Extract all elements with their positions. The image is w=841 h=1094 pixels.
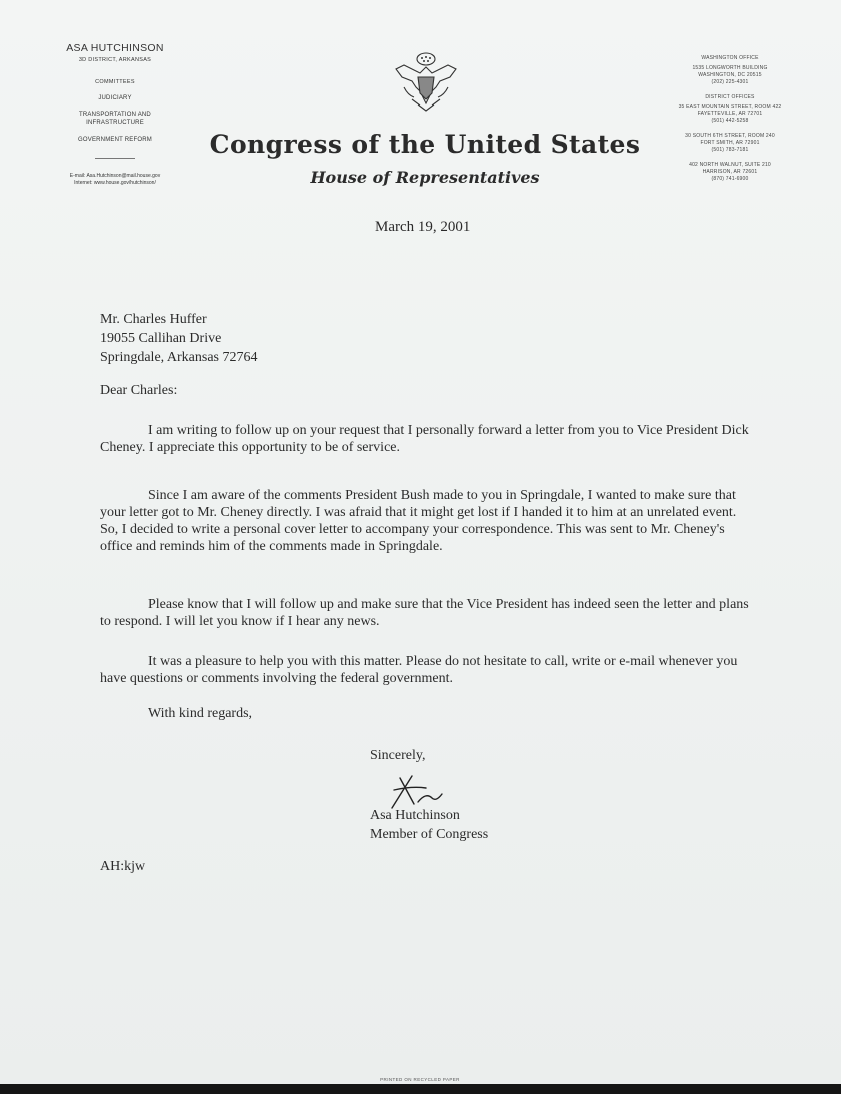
paragraph-2: Since I am aware of the comments President Bush made to you in Springdale, I wanted to make sure that your letter got to Mr. Cheney directly. I was afraid that it might get lost if I handed it to him at an unrelated event. So, I decided to write a personal cover letter to accompany your correspondence. This was sent to Mr. Cheney's office and reminds him of the comments made in Springdale. [100,488,737,554]
signer-title: Member of Congress [370,827,489,842]
paragraph-3: Please know that I will follow up and make sure that the Vice President has indeed seen the letter and plans to respond. I will let you know if I hear any news. [100,597,749,629]
recycled-paper-note: PRINTED ON RECYCLED PAPER [380,1077,460,1082]
committee-transportation-line1: TRANSPORTATION AND [79,112,151,118]
committee-transportation-line2: INFRASTRUCTURE [86,120,144,126]
office3-line3: (870) 741-6900 [711,176,749,182]
recipient-city: Springdale, Arkansas 72764 [100,350,258,365]
washington-office-line3: (202) 225-4301 [711,79,749,85]
salutation: Dear Charles: [100,383,178,398]
office1-line2: FAYETTEVILLE, AR 72701 [697,111,763,117]
member-name: ASA HUTCHINSON [66,42,164,54]
signer-block [370,806,488,844]
member-district: 3D DISTRICT, ARKANSAS [78,57,152,63]
committee-transportation [30,111,200,127]
district-office-fort-smith [655,133,805,154]
committee-government-reform: GOVERNMENT REFORM [78,137,152,143]
recipient-address [100,310,257,367]
district-office-harrison [655,162,805,183]
internet-line: Internet: www.house.gov/hutchinson/ [74,180,156,186]
member-info-column [30,42,200,187]
paragraph-1: I am writing to follow up on your request that I personally forward a letter from you to Vice President Dick Cheney. I appreciate this opportunity to be of service. [100,423,749,455]
district-offices-heading: DISTRICT OFFICES [705,94,755,100]
scan-edge [0,1084,841,1094]
washington-office [655,55,805,86]
committee-judiciary: JUDICIARY [98,95,132,101]
email-line: E-mail: Asa.Hutchinson@mail.house.gov [69,173,161,179]
closing: With kind regards, [148,706,253,721]
washington-office-heading: WASHINGTON OFFICE [701,55,759,61]
typist-initials: AH:kjw [100,859,146,874]
washington-office-line1: 1535 LONGWORTH BUILDING [692,65,768,71]
offices-column [655,55,805,191]
paragraph-4: It was a pleasure to help you with this matter. Please do not hesitate to call, write or e-mail whenever you have questions or comments involving the federal government. [100,654,738,686]
signer-name: Asa Hutchinson [370,808,460,823]
letterhead-divider [95,158,135,159]
contact-info [30,173,200,187]
office2-line3: (501) 783-7181 [711,147,749,153]
letter-date: March 19, 2001 [375,219,471,235]
office2-line2: FORT SMITH, AR 72901 [700,140,760,146]
office3-line2: HARRISON, AR 72601 [702,169,758,175]
committees-heading: COMMITTEES [95,79,135,85]
district-office-fayetteville [655,104,805,125]
office3-line1: 402 NORTH WALNUT, SUITE 210 [689,162,771,168]
recipient-street: 19055 Callihan Drive [100,331,222,346]
recipient-name: Mr. Charles Huffer [100,312,207,327]
office2-line1: 30 SOUTH 6TH STREET, ROOM 240 [685,133,775,139]
office1-line1: 35 EAST MOUNTAIN STREET, ROOM 422 [678,104,782,110]
letterhead-title: Congress of the United States [209,130,641,159]
office1-line3: (501) 442-5258 [711,118,749,124]
washington-office-line2: WASHINGTON, DC 20515 [698,72,762,78]
sign-off: Sincerely, [370,748,426,763]
letterhead-subtitle: House of Representatives [310,168,540,187]
eagle-seal-icon [390,47,462,117]
